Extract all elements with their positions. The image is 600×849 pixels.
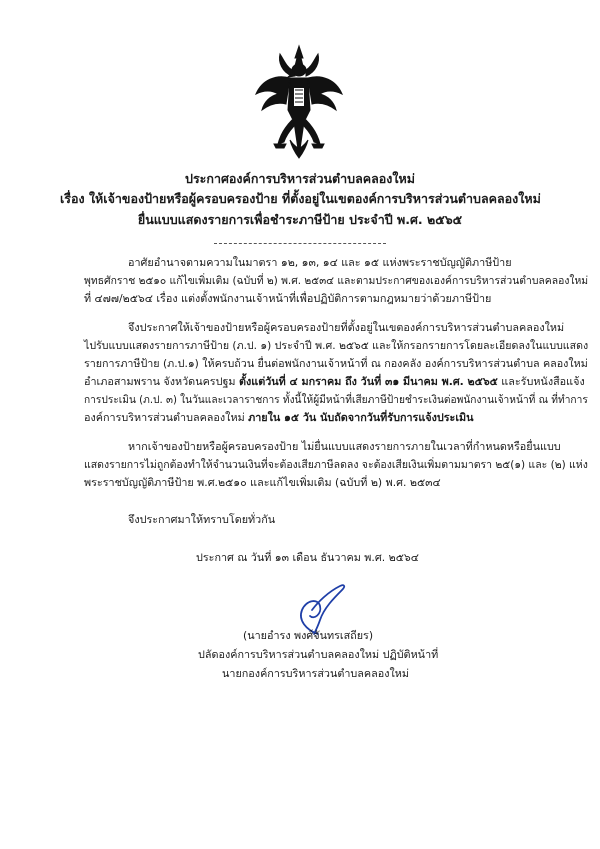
para1-line2: พุทธศักราช ๒๕๑๐ แก้ไขเพิ่มเติม (ฉบับที่ ๒) พ.ศ. ๒๕๓๔ และตามประกาศของเองค์การบริหารส่วนตำบลคลองใหม่ [84, 274, 589, 287]
garuda-emblem-icon [254, 44, 344, 160]
title-line-2: เรื่อง ให้เจ้าของป้ายหรือผู้ครอบครองป้าย ที่ตั้งอยู่ในเขตองค์การบริหารส่วนตำบลคลองใหม่ [60, 191, 541, 206]
para2-line2: ไปรับแบบแสดงรายการภาษีป้าย (ภ.ป. ๑) ประจำปี พ.ศ. ๒๕๖๕ และให้กรอกรายการโดยละเอียดลงในแบบแสดง [84, 339, 589, 352]
para2-line6-start: องค์การบริหารส่วนตำบลคลองใหม่ [84, 411, 249, 424]
para3-line1: หากเจ้าของป้ายหรือผู้ครอบครองป้าย ไม่ยื่นแบบแสดงรายการภายในเวลาที่กำหนดหรือยื่นแบบ [128, 440, 561, 453]
title-line-3: ยื่นแบบแสดงรายการเพื่อชำระภาษีป้าย ประจำปี พ.ศ. ๒๕๖๕ [137, 212, 463, 227]
announcement-date: ประกาศ ณ วันที่ ๑๓ เดือน ธันวาคม พ.ศ. ๒๕๖๔ [196, 551, 419, 564]
signer-name: (นายอำรง พงศ์จันทรเสถียร) [243, 629, 374, 642]
para2-line4-start: อำเภอสามพราน จังหวัดนครปฐม [84, 375, 239, 388]
para1-line3: ที่ ๔๗๗/๒๕๖๔ เรื่อง แต่งตั้งพนักงานเจ้าหน้าที่เพื่อปฏิบัติการตามกฎหมายว่าด้วยภาษีป้าย [84, 292, 492, 305]
para2-line1: จึงประกาศให้เจ้าของป้ายหรือผู้ครอบครองป้ายที่ตั้งอยู่ในเขตองค์การบริหารส่วนตำบลคลองใหม่ [128, 321, 565, 334]
para3-line3: พระราชบัญญัติภาษีป้าย พ.ศ.๒๕๑๐ และแก้ไขเพิ่มเติม (ฉบับที่ ๒) พ.ศ. ๒๕๓๔ [84, 476, 441, 489]
payment-deadline: ภายใน ๑๕ วัน นับถัดจากวันที่รับการแจ้งประเมิน [248, 411, 474, 424]
para3-line2: แสดงรายการไม่ถูกต้องทำให้จำนวนเงินที่จะต้องเสียภาษีลดลง จะต้องเสียเงินเพิ่มตามมาตรา ๒๕(๑) และ (๒) แห่ง [84, 458, 588, 471]
para2-line4-end: และรับหนังสือแจ้ง [497, 375, 585, 388]
para2-line6 [84, 410, 474, 426]
title-divider [214, 243, 386, 244]
title-line-1: ประกาศองค์การบริหารส่วนตำบลคลองใหม่ [185, 171, 415, 186]
closing-text: จึงประกาศมาให้ทราบโดยทั่วกัน [128, 513, 276, 526]
signer-position-1: ปลัดองค์การบริหารส่วนตำบลคลองใหม่ ปฏิบัติหน้าที่ [198, 648, 439, 661]
para2-line3: รายการภาษีป้าย (ภ.ป.๑) ให้ครบถ้วน ยื่นต่อพนักงานเจ้าหน้าที่ ณ กองคลัง องค์การบริหารส่วนตำบล คลองใหม่ [84, 357, 588, 370]
submission-period: ตั้งแต่วันที่ ๔ มกราคม ถึง วันที่ ๓๑ มีนาคม พ.ศ. ๒๕๖๕ [238, 375, 498, 388]
para2-line4 [84, 374, 585, 390]
para1-line1: อาศัยอำนาจตามความในมาตรา ๑๒, ๑๓, ๑๔ และ ๑๕ แห่งพระราชบัญญัติภาษีป้าย [128, 256, 512, 269]
signer-position-2: นายกองค์การบริหารส่วนตำบลคลองใหม่ [222, 667, 409, 680]
para2-line5: การประเมิน (ภ.ป. ๓) ในวันและเวลาราชการ ทั้งนี้ให้ผู้มีหน้าที่เสียภาษีป้ายชำระเงินต่อพนักงานเจ้าหน้าที่ ณ ที่ทำการ [84, 393, 588, 406]
